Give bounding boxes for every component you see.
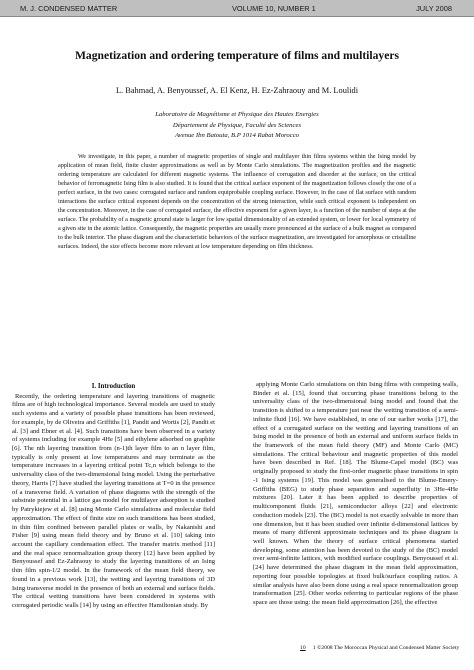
right-column bbox=[253, 381, 458, 608]
affiliation-line: Département de Physique, Faculté des Sciences bbox=[172, 121, 302, 129]
journal-name: M. J. CONDENSED MATTER bbox=[20, 4, 118, 13]
section-heading: I. Introduction bbox=[91, 383, 136, 390]
affiliation-line: Laboratoire de Magnétisme et Physique des Hautes Energies bbox=[155, 111, 319, 118]
journal-running-header bbox=[0, 0, 474, 17]
intro-paragraph-left: Recently, the ordering temperature and layering transitions of magnetic films are of high technological importance. Several models are used to study such systems and a variety of possible phase transitions has been reviewed, for example, by de Oliveira and Griffiths [1], Pandit and Wortis [2], Pandit et al. [3] and Ebner et al. [4]. Such transitions have been observed in a variety of systems including for example 4He [5] and ethylene adsorbed on graphite [6]. The nth layering transition from (n-1)th layer film to an n layer film, typically is only present at low temperatures and may terminate as the temperature increases in a layering critical point Tc,n which belongs to the universality class of the two-dimensional Ising model. Using the perturbative theory, Harris [7] have studied the layering transitions at T=0 in the presence of a transverse field. A variation of phase diagrams with the strength of the substrate potential in a lattice gas model for multilayer adsorption is studied by Patrykiejew et al. [8] using Monte Carlo simulations and molecular field approximation. The effect of finite size on such transitions has been studied, in thin film confined between parallel plates or walls, by Nakanishi and Fisher [9] using mean field theory and by Bruno et al. [10] taking into account the capillary condensation effect. The transfer matrix method [11] and the real space renormalization group theory [12] have been applied by Benyoussef and Ez-Zahraouy to study the layering transitions of an Ising thin film spin-1/2 model. In the framework of the mean field theory, we found in a previous work [13], the wetting and layering transitions of 3D Ising transverse model in the presence of both an external and surface fields. The critical wetting transitions have been considered in systems with corrugated periodic walls [14] by using an effective Hamiltonian study. By bbox=[12, 392, 215, 609]
copyright-notice: 1 ©2008 The Moroccan Physical and Condensed Matter Society bbox=[312, 645, 460, 651]
affiliation bbox=[20, 110, 454, 142]
paper-title: Magnetization and ordering temperature of films and multilayers bbox=[74, 49, 400, 62]
left-column bbox=[12, 383, 215, 611]
intro-paragraph-right: applying Monte Carlo simulations on thin Ising films with competing walls, Binder et al. [15], found that occurring phase transitions belong to the universality class of the two-dimensional Ising model and found that the transition is shifted to a temperature just near the wetting transition of a semi-infinite fluid [16]. We have established, in one of our earlier works [17], the effect of a corrugated surface on the wetting and layering transitions of an Ising model in the presence of both an external and uniform surface fields in the framework of the mean field theory (MF) and Monte Carlo (MC) simulations. The critical behaviour and magnetic properties of this model have been described in Ref. [18]. The Blume-Capel model (BC) was originally proposed to study the first-order magnetic phase transitions in spin -1 Ising systems [19]. This model was generalised to the Blume-Emery-Griffiths (BEG) to study phase separation and superfluity in 3He-4He mixtures [20]. Later it has been applied to describe properties of multicomponent fluids [21], semiconductor alloys [22] and electronic conduction models [23]. The (BC) model is not exactly solvable in more than one dimension, but it has been studied over infinite d-dimensional lattices by means of many different approximate techniques and its phase diagram is well known. When the theory of surface critical phenomena started developing, some attention has been devoted to the study of the (BC) model over semi-infinite lattices, with modified surface couplings. Benyoussef et al. [24] have determined the phase diagram in the mean field approximation, reporting four possible topologies at fixed bulk/surface coupling ratios. A similar analysis have also been done using a real space renormalization group transformation [25]. Other works referring to particular regions of the phase space are those using: the mean field approximation [26], the effective bbox=[253, 381, 458, 606]
page-number: 10 bbox=[300, 645, 306, 651]
journal-volume: VOLUME 10, NUMBER 1 bbox=[232, 4, 316, 13]
abstract bbox=[58, 153, 416, 253]
affiliation-line: Avenue Ibn Batouta, B.P 1014 Rabat Morocco bbox=[174, 132, 300, 140]
abstract-text: We investigate, in this paper, a number of magnetic properties of single and multilayer thin films systems within the Ising model by application of mean field, finite cluster approximations as well as by Monte Carlo simulations. The magnetization profiles and the magnetic ordering temperature are calculated for different magnetic systems. The influence of corrugation and disorder at the surface, on the critical behavior of ferromagnetic Ising film is also studied. It is found that the critical surface exponent of the magnetization follows closely the one of a perfect surface, in the two cases: corrugated surface and random equiprobable coupling surface. However, in the case of flat surface with random interactions the surface critical exponent depends on the concentration of the strong interaction, while such critical exponent is independent on the concentration. Moreover, in the case of corrugated surface, the effective exponent for a given layer, is a function of the number of steps at the surface. The probability of a magnetic ground state is larger for low spatial dimensionality of an extended system, or lower for local symmetry of a given site in the atomic lattice. Consequently, the magnetic properties are usually more pronounced at the surface of a bulk magnet as compared to the bulk interior. The phase diagram and the characteristic behaviors of the surface magnetization, are investigated for amorphous or cristalline surfaces. Indeed, the size effects become more relevant at low temperature depending on film thickness. bbox=[58, 154, 416, 251]
journal-date: JULY 2008 bbox=[416, 4, 452, 13]
paper-authors: L. Bahmad, A. Benyoussef, A. El Kenz, H. Ez-Zahraouy and M. Loulidi bbox=[115, 86, 359, 95]
page-footer bbox=[300, 645, 470, 651]
